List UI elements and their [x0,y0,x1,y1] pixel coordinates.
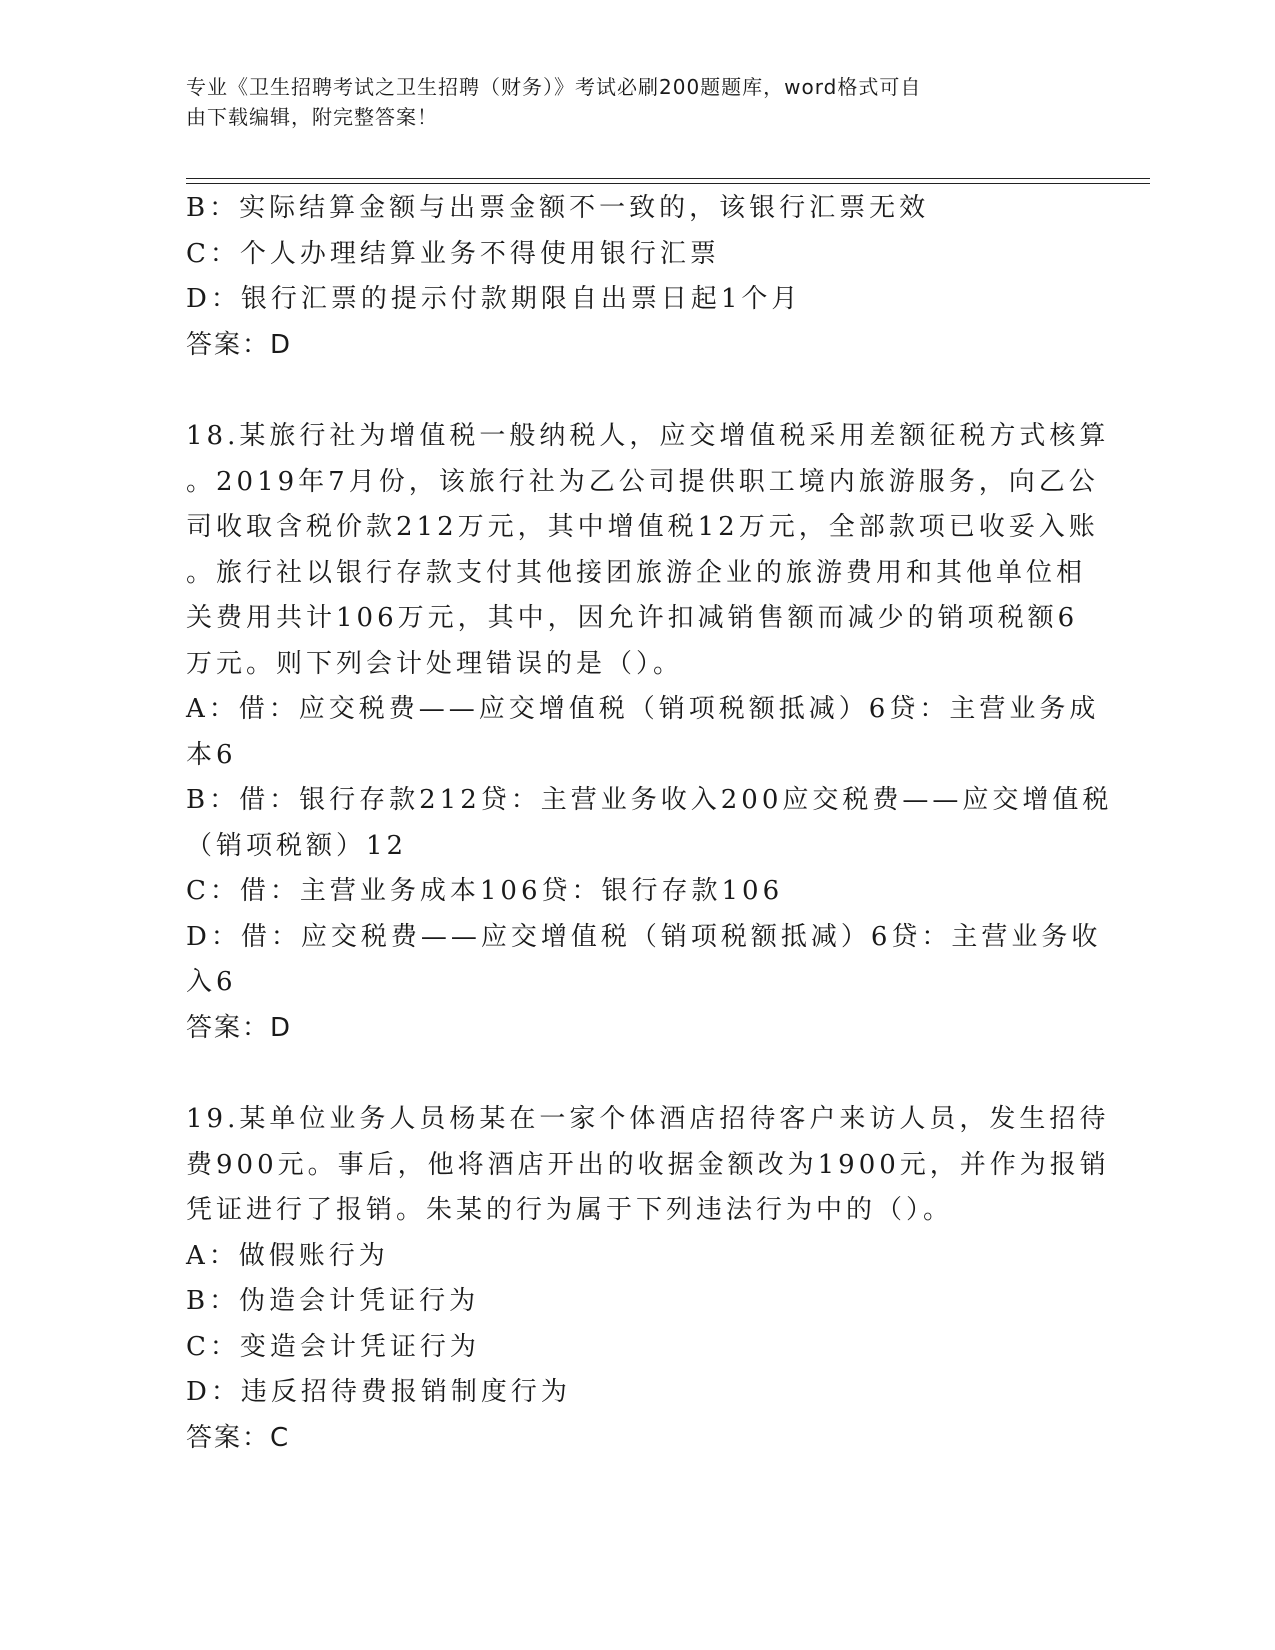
question-stem-line: 18.某旅行社为增值税一般纳税人，应交增值税采用差额征税方式核算 [186,421,1110,451]
header-line-2: 由下载编辑，附完整答案！ [186,105,438,129]
option-c: C：变造会计凭证行为 [186,1331,480,1362]
option-d-continued: 入6 [186,967,237,997]
option-b: B：伪造会计凭证行为 [186,1286,480,1316]
option-b: B：借：银行存款212贷：主营业务收入200应交税费——应交增值税 [186,785,1113,815]
option-a: A：借：应交税费——应交增值税（销项税额抵减）6贷：主营业务成 [186,694,1100,724]
answer: 答案：D [186,1012,293,1043]
option-d: D：违反招待费报销制度行为 [186,1377,571,1407]
option-c: C：借：主营业务成本106贷：银行存款106 [186,876,784,906]
question-stem-line: 。2019年7月份，该旅行社为乙公司提供职工境内旅游服务，向乙公 [186,466,1099,497]
question-stem-line: 凭证进行了报销。朱某的行为属于下列违法行为中的（）。 [186,1195,954,1225]
question-stem-line: 司收取含税价款212万元，其中增值税12万元，全部款项已收妥入账 [186,512,1099,542]
answer: 答案：D [186,329,293,360]
spacer [186,1051,1076,1097]
header-rule-top [186,178,1150,179]
question-stem-line: 19.某单位业务人员杨某在一家个体酒店招待客户来访人员，发生招待 [186,1104,1110,1134]
document-header [186,72,1066,132]
option-c: C：个人办理结算业务不得使用银行汇票 [186,238,720,269]
option-d: D：银行汇票的提示付款期限自出票日起1个月 [186,284,802,314]
question-17-continued [186,186,1076,368]
spacer [186,368,1076,414]
option-b-continued: （销项税额）12 [186,830,408,861]
question-stem-line: 万元。则下列会计处理错误的是（）。 [186,648,684,679]
option-a-continued: 本6 [186,739,237,770]
question-19 [186,1097,1110,1461]
question-content [186,186,1113,1461]
question-stem-line: 。旅行社以银行存款支付其他接团旅游企业的旅游费用和其他单位相 [186,557,1087,588]
question-stem-line: 关费用共计106万元，其中，因允许扣减销售额而减少的销项税额6 [186,603,1079,633]
option-d: D：借：应交税费——应交增值税（销项税额抵减）6贷：主营业务收 [186,921,1102,952]
question-18 [186,414,1113,1051]
option-b: B：实际结算金额与出票金额不一致的，该银行汇票无效 [186,193,930,223]
question-stem-line: 费900元。事后，他将酒店开出的收据金额改为1900元，并作为报销 [186,1149,1110,1180]
option-a: A：做假账行为 [186,1240,389,1271]
answer: 答案：C [186,1422,291,1453]
header-line-1: 专业《卫生招聘考试之卫生招聘（财务）》考试必刷200题题库，word格式可自 [186,75,922,99]
header-rule-bottom [186,183,1150,184]
